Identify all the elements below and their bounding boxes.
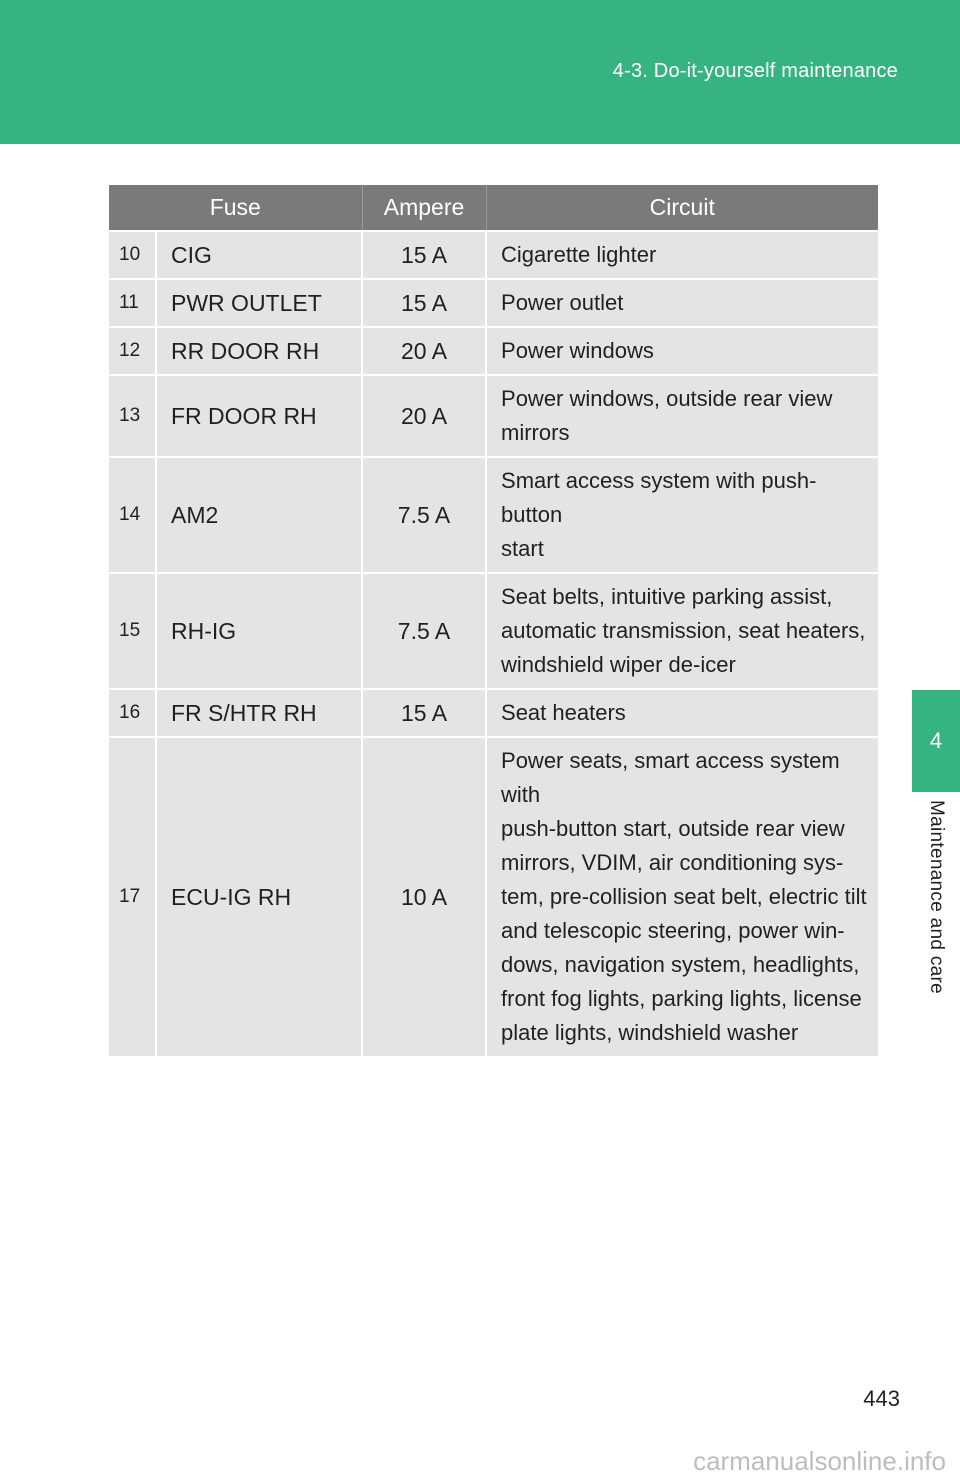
circuit-line: mirrors: [501, 420, 570, 445]
circuit-line: Smart access system with push-button: [501, 468, 817, 527]
circuit-line: Power windows: [501, 338, 654, 363]
circuit-line: tem, pre-collision seat belt, electric tilt: [501, 884, 867, 909]
fuse-name: PWR OUTLET: [156, 279, 362, 327]
fuse-number: 15: [109, 573, 156, 689]
header-fuse: Fuse: [109, 185, 362, 231]
fuse-circuit: [486, 279, 878, 327]
fuse-number: 17: [109, 737, 156, 1056]
fuse-number: 10: [109, 231, 156, 279]
header-ampere: Ampere: [362, 185, 486, 231]
fuse-number: 12: [109, 327, 156, 375]
fuse-ampere: 15 A: [362, 279, 486, 327]
table-row: [109, 573, 878, 689]
fuse-ampere: 10 A: [362, 737, 486, 1056]
circuit-line: Power seats, smart access system with: [501, 748, 840, 807]
table-row: [109, 375, 878, 457]
fuse-name: RH-IG: [156, 573, 362, 689]
fuse-name: FR S/HTR RH: [156, 689, 362, 737]
table-row: [109, 689, 878, 737]
circuit-line: Cigarette lighter: [501, 242, 657, 267]
fuse-name: CIG: [156, 231, 362, 279]
circuit-line: automatic transmission, seat heaters,: [501, 618, 866, 643]
circuit-line: Seat heaters: [501, 700, 626, 725]
circuit-line: start: [501, 536, 544, 561]
circuit-line: and telescopic steering, power win-: [501, 918, 845, 943]
fuse-number: 14: [109, 457, 156, 573]
fuse-ampere: 7.5 A: [362, 457, 486, 573]
fuse-circuit: [486, 573, 878, 689]
table-row: [109, 457, 878, 573]
fuse-circuit: [486, 327, 878, 375]
table-header-row: [109, 185, 878, 231]
fuse-number: 13: [109, 375, 156, 457]
fuse-circuit: [486, 737, 878, 1056]
header-circuit: Circuit: [486, 185, 878, 231]
table-row: [109, 231, 878, 279]
fuse-table: [109, 185, 878, 1056]
fuse-ampere: 20 A: [362, 327, 486, 375]
fuse-number: 16: [109, 689, 156, 737]
page-number: 443: [863, 1386, 900, 1411]
circuit-line: Seat belts, intuitive parking assist,: [501, 584, 833, 609]
table-row: [109, 737, 878, 1056]
fuse-name: AM2: [156, 457, 362, 573]
fuse-ampere: 20 A: [362, 375, 486, 457]
circuit-line: plate lights, windshield washer: [501, 1020, 799, 1045]
fuse-ampere: 15 A: [362, 689, 486, 737]
fuse-circuit: [486, 457, 878, 573]
table-row: [109, 279, 878, 327]
chapter-title: Maintenance and care: [926, 800, 947, 995]
fuse-circuit: [486, 375, 878, 457]
chapter-label: [912, 800, 960, 1030]
circuit-line: windshield wiper de-icer: [501, 652, 736, 677]
chapter-number: 4: [929, 728, 943, 753]
circuit-line: push-button start, outside rear view: [501, 816, 845, 841]
circuit-line: Power outlet: [501, 290, 624, 315]
circuit-line: front fog lights, parking lights, license: [501, 986, 862, 1011]
circuit-line: Power windows, outside rear view: [501, 386, 833, 411]
watermark: carmanualsonline.info: [693, 1446, 946, 1476]
circuit-line: dows, navigation system, headlights,: [501, 952, 860, 977]
chapter-tab: [912, 690, 960, 792]
section-title: 4-3. Do-it-yourself maintenance: [612, 60, 898, 82]
fuse-ampere: 7.5 A: [362, 573, 486, 689]
header-band: [0, 0, 960, 144]
table-body: [109, 231, 878, 1056]
fuse-number: 11: [109, 279, 156, 327]
circuit-line: mirrors, VDIM, air conditioning sys-: [501, 850, 844, 875]
fuse-circuit: [486, 689, 878, 737]
table-row: [109, 327, 878, 375]
fuse-name: ECU-IG RH: [156, 737, 362, 1056]
fuse-ampere: 15 A: [362, 231, 486, 279]
fuse-name: FR DOOR RH: [156, 375, 362, 457]
fuse-name: RR DOOR RH: [156, 327, 362, 375]
fuse-circuit: [486, 231, 878, 279]
